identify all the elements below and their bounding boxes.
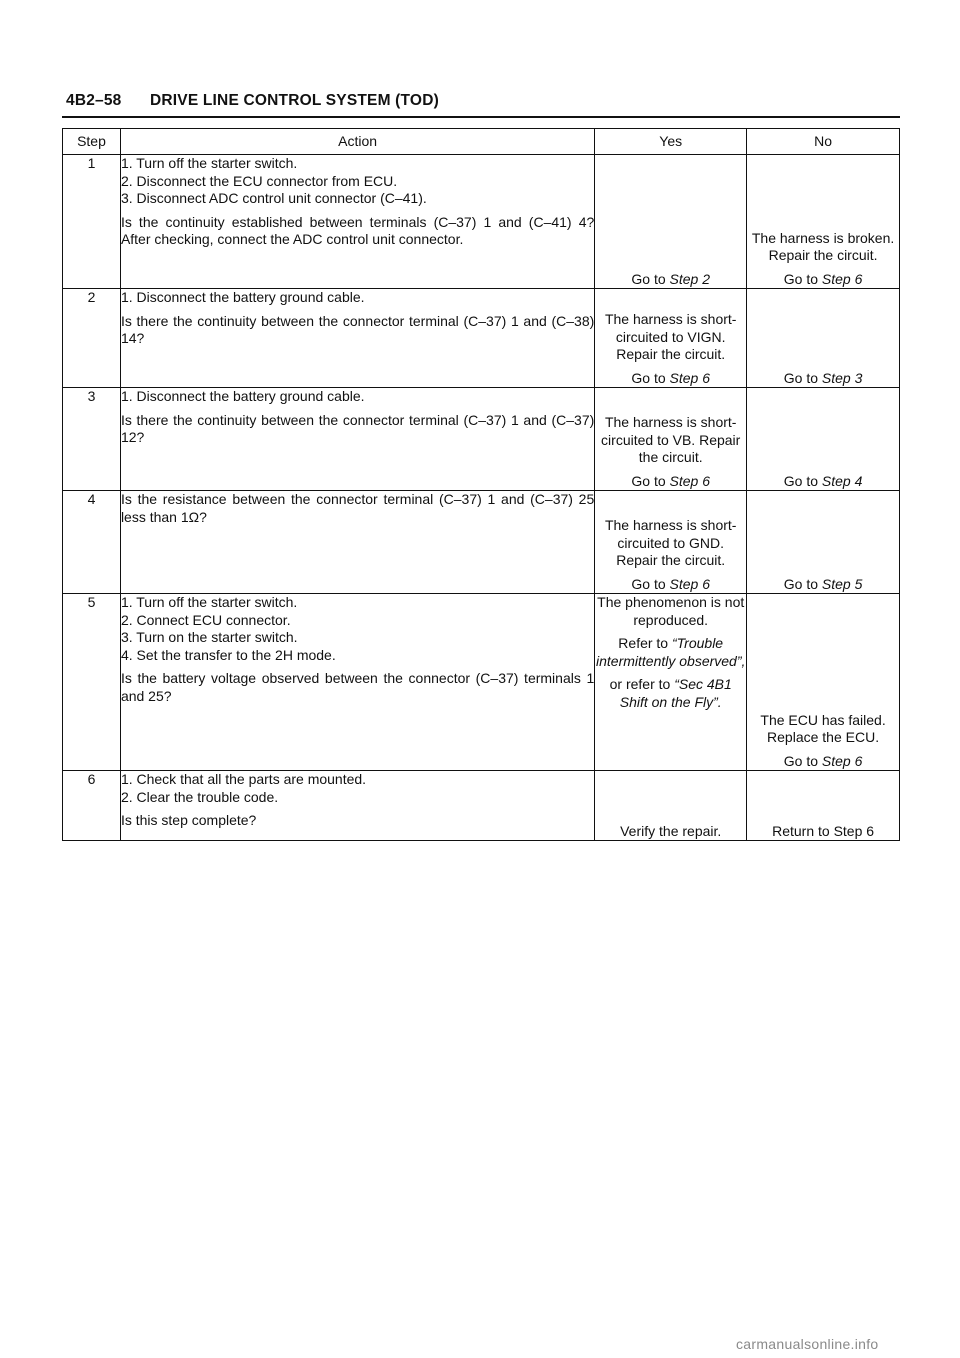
yes-cell	[595, 155, 747, 289]
column-header-no: No	[747, 129, 900, 155]
table-row	[63, 771, 900, 841]
step-link: Step 5	[821, 575, 863, 592]
action-question: Is the resistance between the connector terminal (C–37) 1 and (C–37) 25 less than 1Ω?	[120, 491, 595, 525]
page-header	[62, 88, 900, 118]
yes-cell	[595, 771, 747, 841]
action-question: Is there the continuity between the connector terminal (C–37) 1 and (C–38) 14?	[120, 312, 595, 346]
no-goto: Go to Step 6	[783, 270, 863, 287]
page-title: DRIVE LINE CONTROL SYSTEM (TOD)	[150, 92, 439, 109]
yes-text: The harness is short-circuited to VIGN. Repair the circuit.	[604, 311, 737, 362]
step-number: 6	[63, 771, 121, 841]
action-item: 1. Check that all the parts are mounted.	[120, 771, 367, 787]
no-cell	[747, 771, 900, 841]
no-goto: Go to Step 3	[783, 369, 863, 386]
table-row	[63, 155, 900, 289]
section-reference: “Sec 4B1 Shift on the Fly”.	[619, 676, 732, 710]
table-header-row	[63, 129, 900, 155]
action-cell	[120, 594, 594, 771]
table-row	[63, 491, 900, 594]
step-link: Step 6	[821, 752, 863, 769]
action-item: 1. Turn off the starter switch.	[120, 594, 298, 610]
yes-goto: Go to Step 6	[631, 575, 711, 592]
yes-text: The harness is short-circuited to VB. Repair the circuit.	[601, 414, 741, 465]
step-number: 5	[63, 594, 121, 771]
action-question: Is there the continuity between the connector terminal (C–37) 1 and (C–37) 12?	[120, 411, 595, 445]
no-text: The harness is broken. Repair the circuit.	[751, 229, 895, 263]
yes-cell	[595, 289, 747, 388]
yes-cell	[595, 594, 747, 771]
yes-text: The phenomenon is not reproduced.	[597, 594, 745, 628]
step-link: Step 2	[669, 270, 711, 287]
column-header-action: Action	[120, 129, 594, 155]
yes-goto: Go to Step 6	[631, 472, 711, 489]
action-item: 1. Disconnect the battery ground cable.	[120, 388, 365, 404]
action-item: 1. Turn off the starter switch.	[120, 155, 298, 171]
step-link: Step 6	[669, 472, 711, 489]
step-link: Step 3	[821, 369, 863, 386]
no-text: The ECU has failed. Replace the ECU.	[760, 711, 886, 745]
step-number: 1	[63, 155, 121, 289]
action-item: 3. Disconnect ADC control unit connector (C–41).	[120, 190, 427, 206]
action-item: 3. Turn on the starter switch.	[120, 629, 298, 645]
action-question: Is the continuity established between terminals (C–37) 1 and (C–41) 4? After checking, connect the ADC control unit connector.	[120, 213, 595, 247]
action-item: 2. Clear the trouble code.	[120, 788, 279, 805]
no-cell	[747, 155, 900, 289]
column-header-step: Step	[63, 129, 121, 155]
no-cell	[747, 491, 900, 594]
no-text: Return to Step 6	[772, 822, 875, 839]
no-cell	[747, 388, 900, 491]
yes-goto: Go to Step 2	[631, 270, 711, 287]
section-reference: “Trouble intermittently observed”,	[596, 635, 746, 669]
yes-cell	[595, 491, 747, 594]
action-cell	[120, 388, 594, 491]
no-goto: Go to Step 5	[783, 575, 863, 592]
action-item: 2. Connect ECU connector.	[120, 611, 291, 628]
action-cell	[120, 491, 594, 594]
step-link: Step 4	[821, 472, 863, 489]
step-link: Step 6	[669, 369, 711, 386]
step-number: 4	[63, 491, 121, 594]
table-row	[63, 289, 900, 388]
yes-refer: Refer to “Trouble intermittently observed”,	[596, 635, 746, 669]
step-link: Step 6	[821, 270, 863, 287]
step-number: 3	[63, 388, 121, 491]
action-question: Is the battery voltage observed between the connector (C–37) terminals 1 and 25?	[120, 670, 595, 704]
action-item: 2. Disconnect the ECU connector from ECU.	[120, 172, 398, 189]
no-cell	[747, 289, 900, 388]
table-row	[63, 388, 900, 491]
yes-text: The harness is short-circuited to GND. Repair the circuit.	[604, 517, 737, 568]
action-item: 4. Set the transfer to the 2H mode.	[120, 646, 336, 663]
no-cell	[747, 594, 900, 771]
action-question: Is this step complete?	[120, 812, 257, 828]
yes-goto: Go to Step 6	[631, 369, 711, 386]
action-item: 1. Disconnect the battery ground cable.	[120, 289, 365, 305]
yes-cell	[595, 388, 747, 491]
column-header-yes: Yes	[595, 129, 747, 155]
no-goto: Go to Step 4	[783, 472, 863, 489]
action-cell	[120, 289, 594, 388]
no-goto: Go to Step 6	[783, 752, 863, 769]
action-cell	[120, 155, 594, 289]
table-row	[63, 594, 900, 771]
action-cell	[120, 771, 594, 841]
watermark: carmanualsonline.info	[736, 1336, 879, 1352]
yes-refer-alt: or refer to “Sec 4B1 Shift on the Fly”.	[609, 676, 732, 710]
yes-text: Verify the repair.	[620, 822, 722, 839]
diagnostic-table	[62, 128, 900, 841]
step-number: 2	[63, 289, 121, 388]
step-link: Step 6	[669, 575, 711, 592]
page-code: 4B2–58	[66, 92, 122, 109]
